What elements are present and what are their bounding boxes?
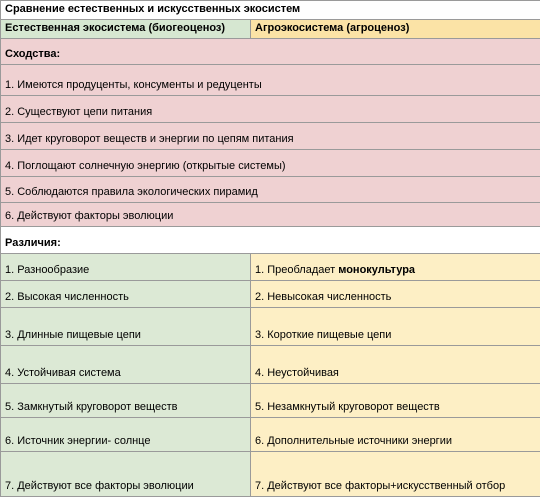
similarity-item-1: 1. Имеются продуценты, консументы и редуценты: [1, 65, 540, 96]
natural-difference-3: 3. Длинные пищевые цепи: [1, 308, 251, 346]
similarity-item-6: 6. Действуют факторы эволюции: [1, 203, 540, 227]
header-agroecosystem: Агроэкосистема (агроценоз): [251, 20, 540, 39]
agro-difference-2: 2. Невысокая численность: [251, 281, 540, 308]
agro-difference-1: [251, 254, 540, 281]
agro-difference-4: 4. Неустойчивая: [251, 346, 540, 384]
similarity-item-2: 2. Существуют цепи питания: [1, 96, 540, 123]
similarity-item-3: 3. Идет круговорот веществ и энергии по цепям питания: [1, 123, 540, 150]
agro-difference-6: 6. Дополнительные источники энергии: [251, 418, 540, 452]
agro-difference-3: 3. Короткие пищевые цепи: [251, 308, 540, 346]
agro-difference-5: 5. Незамкнутый круговорот веществ: [251, 384, 540, 418]
similarities-title: Сходства:: [1, 39, 540, 65]
natural-difference-5: 5. Замкнутый круговорот веществ: [1, 384, 251, 418]
header-natural-ecosystem: Естественная экосистема (биогеоценоз): [1, 20, 251, 39]
natural-difference-4: 4. Устойчивая система: [1, 346, 251, 384]
natural-difference-1: 1. Разнообразие: [1, 254, 251, 281]
natural-difference-2: 2. Высокая численность: [1, 281, 251, 308]
differences-title: Различия:: [1, 227, 540, 254]
natural-difference-6: 6. Источник энергии- солнце: [1, 418, 251, 452]
agro-difference-1-text: 1. Преобладает: [255, 264, 338, 276]
similarity-item-5: 5. Соблюдаются правила экологических пирамид: [1, 177, 540, 203]
table-title: Сравнение естественных и искусственных экосистем: [1, 1, 540, 20]
agro-difference-7: 7. Действуют все факторы+искусственный отбор: [251, 452, 540, 497]
agro-difference-1-bold: монокультура: [338, 264, 415, 276]
natural-difference-7: 7. Действуют все факторы эволюции: [1, 452, 251, 497]
similarity-item-4: 4. Поглощают солнечную энергию (открытые системы): [1, 150, 540, 177]
